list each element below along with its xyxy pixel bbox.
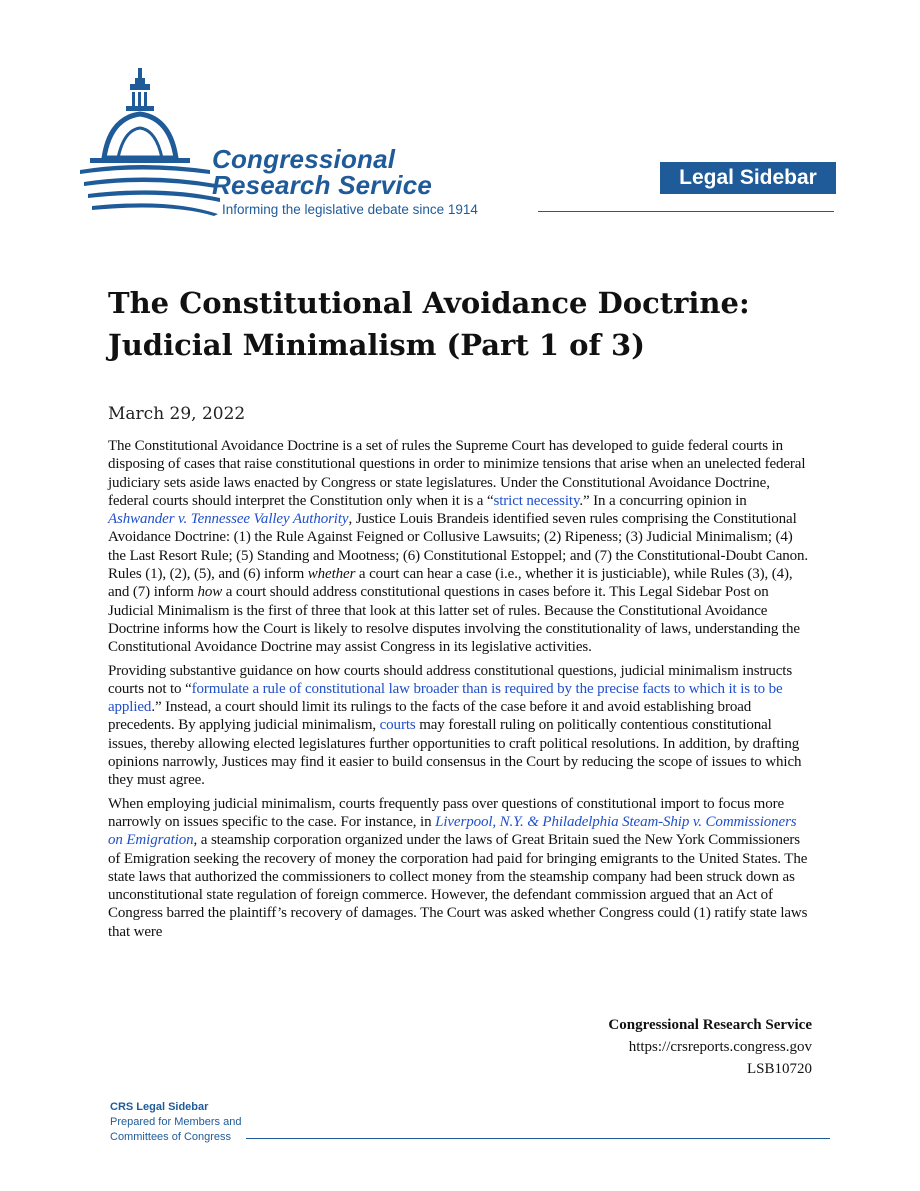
footer-org: Congressional Research Service (608, 1017, 812, 1033)
footer-contact (608, 1014, 812, 1080)
body-text: may forestall ruling on politically contentious constitutional issues, thereby allowing elected legislatures further opportunities to craft political resolutions. In addition, by drafting opinions narrowly, Justices may find it easier to build consensus in the Court by reducing the scope of issues to which they must agree. (108, 717, 802, 789)
body-text: , Justice Louis Brandeis identified seven rules comprising the Constitutional Avoidance Doctrine: (1) the Rule Against Feigned or Collusive Lawsuits; (2) Ripeness; (3) Judicial Minimalism; (4) the Last Resort Rule; (5) Standing and Mootness; (6) Constitutional Estoppel; and (7) the Constitutional-Doubt Canon. Rules (1), (2), (5), and (6) inform (108, 511, 809, 583)
body-text: .” In a concurring opinion in (579, 492, 747, 509)
footer-report-id: LSB10720 (746, 1061, 812, 1077)
crs-logo (80, 66, 540, 226)
body-text: , a steamship corporation organized under the laws of Great Britain sued the New York Commissioners of Emigration seeking the recovery of money the corporation had paid for bringing emigrants to the United States. The state laws that authorized the commissioners to collect money from the steamship company had been struck down as unconstitutional state regulation of foreign commerce. However, the defendant commission argued that an Act of Congress barred the plaintiff’s recovery of damages. The Court was asked whether Congress could (1) ratify state laws that were (108, 832, 808, 940)
body-text: a court should address constitutional questions in cases before it. This Legal Sidebar Post on Judicial Minimalism is the first of three that look at this latter set of rules. Because the Constitutional Avoidance Doctrine informs how the Court is likely to resolve disputes involving the constitutionality of laws, understanding the Constitutional Avoidance Doctrine may assist Congress in its legislative activities. (108, 584, 800, 656)
emphasis-text: how (197, 584, 223, 601)
footer-rule (246, 1138, 830, 1139)
paragraph (108, 662, 814, 790)
org-name-line1: Congressional (212, 144, 396, 174)
inline-link[interactable]: Ashwander v. Tennessee Valley Authority (108, 511, 349, 528)
inline-link[interactable]: courts (379, 717, 416, 734)
prepared-line-2: Committees of Congress (110, 1131, 232, 1143)
product-label-badge: Legal Sidebar (660, 162, 836, 194)
prepared-line-1: Prepared for Members and (110, 1116, 242, 1128)
org-name-line2: Research Service (212, 170, 433, 200)
footer-series (110, 1100, 241, 1145)
org-tagline: Informing the legislative debate since 1914 (222, 202, 478, 217)
paragraph (108, 795, 814, 941)
publication-date: March 29, 2022 (108, 404, 246, 424)
emphasis-text: whether (307, 566, 356, 583)
inline-link[interactable]: strict necessity (493, 492, 580, 509)
capitol-dome-icon (80, 66, 220, 216)
body-text: Providing substantive guidance on how courts should address constitutional questions, judicial minimalism instructs courts not to “ (108, 662, 793, 697)
body-text: a court can hear a case (i.e., whether it is justiciable), while Rules (3), (4), and (7) inform (108, 566, 793, 601)
inline-link[interactable]: Liverpool, N.Y. & Philadelphia Steam-Ship v. Commissioners on Emigration (108, 813, 797, 849)
title-line-2: Judicial Minimalism (Part 1 of 3) (108, 328, 645, 362)
footer-url[interactable]: https://crsreports.congress.gov (628, 1039, 812, 1055)
article-body (108, 437, 814, 946)
body-text: .” Instead, a court should limit its rulings to the facts of the case before it and avoid establishing broad precedents. By applying judicial minimalism, (108, 699, 752, 734)
body-text: When employing judicial minimalism, courts frequently pass over questions of constitutional import to focus more narrowly on issues specific to the case. For instance, in (108, 795, 785, 830)
title-line-1: The Constitutional Avoidance Doctrine: (108, 286, 750, 320)
paragraph (108, 437, 814, 657)
body-text: The Constitutional Avoidance Doctrine is a set of rules the Supreme Court has developed to guide federal courts in disposing of cases that raise constitutional questions in order to minimize tensions that arise when an unelected federal judiciary sets aside laws enacted by Congress or state legislatures. Under the Constitutional Avoidance Doctrine, federal courts should interpret the Constitution only when it is a “ (108, 438, 806, 509)
tagline-rule (538, 211, 834, 212)
inline-link[interactable]: formulate a rule of constitutional law broader than is required by the precise facts to which it is to be applied (108, 680, 783, 716)
series-name: CRS Legal Sidebar (110, 1101, 209, 1113)
page-title (108, 282, 828, 366)
